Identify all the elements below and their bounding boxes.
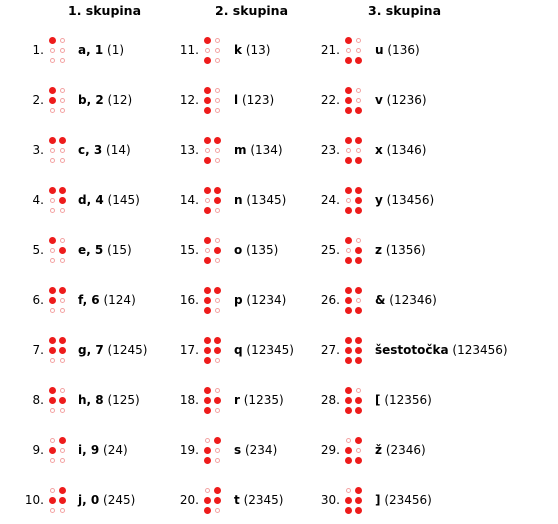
row-number: 24.	[320, 193, 340, 207]
character-name: k	[234, 43, 242, 57]
braille-dot-1-flat	[346, 488, 351, 493]
braille-dot-3-raised	[345, 307, 352, 314]
braille-dot-6-raised	[355, 257, 362, 264]
braille-cell	[345, 136, 365, 164]
braille-dot-4-flat	[356, 238, 361, 243]
dot-code: (13)	[245, 43, 271, 57]
braille-row	[0, 36, 558, 64]
row-number: 26.	[320, 293, 340, 307]
braille-dot-4-raised	[355, 437, 362, 444]
braille-dot-6-raised	[355, 457, 362, 464]
row-number: 2.	[32, 93, 44, 107]
braille-dot-6-raised	[355, 407, 362, 414]
character-name: r	[234, 393, 240, 407]
braille-dot-2-raised	[345, 497, 352, 504]
character-name: l	[234, 93, 239, 107]
dot-code: (1)	[107, 43, 125, 57]
dot-code: (12356)	[384, 393, 432, 407]
braille-dot-3-raised	[345, 157, 352, 164]
character-name: y	[375, 193, 383, 207]
braille-dot-5-raised	[355, 247, 362, 254]
braille-dot-5-raised	[355, 347, 362, 354]
character-name: z	[375, 243, 382, 257]
character-name: šestotočka	[375, 343, 449, 357]
braille-dot-4-raised	[355, 187, 362, 194]
braille-label	[375, 293, 437, 307]
braille-row	[0, 136, 558, 164]
braille-dot-1-raised	[345, 137, 352, 144]
group-header-2: 2. skupina	[215, 3, 289, 18]
braille-cell	[345, 386, 365, 414]
character-name: g, 7	[78, 343, 104, 357]
character-name: [	[375, 393, 381, 407]
braille-dot-1-raised	[345, 187, 352, 194]
character-name: b, 2	[78, 93, 104, 107]
braille-dot-2-flat	[346, 248, 351, 253]
braille-dot-2-flat	[346, 148, 351, 153]
braille-row	[0, 236, 558, 264]
braille-dot-5-raised	[355, 497, 362, 504]
braille-dot-2-raised	[345, 97, 352, 104]
braille-dot-2-flat	[346, 48, 351, 53]
braille-dot-1-raised	[345, 287, 352, 294]
dot-code: (1346)	[386, 143, 427, 157]
braille-dot-4-raised	[355, 337, 362, 344]
row-number: 8.	[32, 393, 44, 407]
braille-label	[375, 93, 427, 107]
character-name: a, 1	[78, 43, 104, 57]
group-header-3: 3. skupina	[368, 3, 442, 18]
braille-dot-3-raised	[345, 357, 352, 364]
character-name: i, 9	[78, 443, 100, 457]
character-name: h, 8	[78, 393, 104, 407]
braille-row	[0, 186, 558, 214]
braille-cell	[345, 186, 365, 214]
braille-label	[375, 393, 432, 407]
braille-dot-2-raised	[345, 347, 352, 354]
braille-cell	[345, 286, 365, 314]
row-number: 23.	[320, 143, 340, 157]
dot-code: (1235)	[243, 393, 284, 407]
braille-cell	[345, 236, 365, 264]
braille-dot-5-raised	[355, 197, 362, 204]
braille-dot-1-raised	[345, 237, 352, 244]
character-name: o	[234, 243, 243, 257]
braille-dot-6-raised	[355, 507, 362, 514]
dot-code: (23456)	[384, 493, 432, 507]
character-name: t	[234, 493, 240, 507]
braille-row	[0, 336, 558, 364]
dot-code: (245)	[103, 493, 136, 507]
braille-dot-4-raised	[355, 487, 362, 494]
braille-dot-2-raised	[345, 447, 352, 454]
group-header-1: 1. skupina	[68, 3, 142, 18]
braille-cell	[345, 336, 365, 364]
dot-code: (124)	[103, 293, 136, 307]
dot-code: (12345)	[246, 343, 294, 357]
braille-dot-4-flat	[356, 388, 361, 393]
row-number: 14.	[179, 193, 199, 207]
character-name: v	[375, 93, 383, 107]
row-number: 27.	[320, 343, 340, 357]
braille-dot-1-raised	[345, 337, 352, 344]
dot-code: (24)	[103, 443, 128, 457]
braille-dot-2-flat	[346, 198, 351, 203]
braille-dot-4-flat	[356, 88, 361, 93]
row-number: 10.	[24, 493, 44, 507]
dot-code: (136)	[387, 43, 420, 57]
dot-code: (1234)	[246, 293, 287, 307]
braille-dot-1-raised	[345, 37, 352, 44]
braille-dot-2-raised	[345, 297, 352, 304]
braille-label	[375, 343, 508, 357]
braille-dot-3-raised	[345, 107, 352, 114]
dot-code: (2345)	[243, 493, 284, 507]
dot-code: (123456)	[452, 343, 508, 357]
braille-dot-5-flat	[356, 148, 361, 153]
braille-row	[0, 386, 558, 414]
braille-dot-5-flat	[356, 98, 361, 103]
row-number: 15.	[179, 243, 199, 257]
row-number: 21.	[320, 43, 340, 57]
dot-code: (134)	[250, 143, 283, 157]
braille-cell	[345, 486, 365, 514]
character-name: ž	[375, 443, 382, 457]
braille-dot-4-raised	[355, 137, 362, 144]
braille-row	[0, 286, 558, 314]
character-name: p	[234, 293, 243, 307]
braille-dot-6-raised	[355, 357, 362, 364]
braille-dot-3-raised	[345, 257, 352, 264]
braille-dot-3-raised	[345, 57, 352, 64]
braille-label	[375, 493, 432, 507]
character-name: m	[234, 143, 247, 157]
row-number: 16.	[179, 293, 199, 307]
braille-cell	[345, 86, 365, 114]
dot-code: (14)	[106, 143, 131, 157]
row-number: 28.	[320, 393, 340, 407]
braille-dot-5-raised	[355, 397, 362, 404]
braille-label	[375, 43, 420, 57]
braille-dot-5-flat	[356, 298, 361, 303]
dot-code: (15)	[107, 243, 132, 257]
dot-code: (123)	[241, 93, 275, 107]
braille-dot-6-raised	[355, 107, 362, 114]
row-number: 30.	[320, 493, 340, 507]
character-name: &	[375, 293, 386, 307]
braille-label	[375, 443, 426, 457]
character-name: n	[234, 193, 243, 207]
row-number: 13.	[179, 143, 199, 157]
braille-dot-1-raised	[345, 387, 352, 394]
row-number: 6.	[32, 293, 44, 307]
character-name: u	[375, 43, 384, 57]
row-number: 9.	[32, 443, 44, 457]
row-number: 4.	[32, 193, 44, 207]
braille-label	[375, 143, 426, 157]
row-number: 18.	[179, 393, 199, 407]
row-number: 12.	[179, 93, 199, 107]
braille-dot-3-raised	[345, 507, 352, 514]
braille-row	[0, 486, 558, 514]
dot-code: (12346)	[389, 293, 437, 307]
braille-row	[0, 436, 558, 464]
character-name: x	[375, 143, 383, 157]
character-name: d, 4	[78, 193, 104, 207]
dot-code: (1245)	[107, 343, 148, 357]
braille-dot-3-raised	[345, 207, 352, 214]
character-name: e, 5	[78, 243, 104, 257]
braille-label	[375, 193, 434, 207]
dot-code: (2346)	[385, 443, 426, 457]
row-number: 19.	[179, 443, 199, 457]
braille-dot-6-raised	[355, 57, 362, 64]
character-name: c, 3	[78, 143, 103, 157]
row-number: 11.	[179, 43, 199, 57]
braille-dot-2-raised	[345, 397, 352, 404]
braille-dot-5-flat	[356, 448, 361, 453]
character-name: j, 0	[78, 493, 100, 507]
braille-dot-1-raised	[345, 87, 352, 94]
row-number: 17.	[179, 343, 199, 357]
braille-dot-4-raised	[355, 287, 362, 294]
braille-dot-6-raised	[355, 307, 362, 314]
character-name: f, 6	[78, 293, 100, 307]
dot-code: (1236)	[386, 93, 427, 107]
braille-label	[375, 243, 426, 257]
row-number: 22.	[320, 93, 340, 107]
braille-cell	[345, 436, 365, 464]
row-number: 20.	[179, 493, 199, 507]
character-name: q	[234, 343, 243, 357]
row-number: 1.	[32, 43, 44, 57]
row-number: 25.	[320, 243, 340, 257]
dot-code: (234)	[244, 443, 278, 457]
braille-dot-3-raised	[345, 407, 352, 414]
braille-dot-5-flat	[356, 48, 361, 53]
dot-code: (135)	[246, 243, 279, 257]
braille-row	[0, 86, 558, 114]
character-name: s	[234, 443, 242, 457]
braille-dot-3-raised	[345, 457, 352, 464]
braille-dot-1-flat	[346, 438, 351, 443]
row-number: 5.	[32, 243, 44, 257]
row-number: 3.	[32, 143, 44, 157]
dot-code: (1356)	[385, 243, 426, 257]
braille-dot-6-raised	[355, 207, 362, 214]
row-number: 29.	[320, 443, 340, 457]
braille-cell	[345, 36, 365, 64]
dot-code: (1345)	[246, 193, 287, 207]
braille-dot-6-raised	[355, 157, 362, 164]
row-number: 7.	[32, 343, 44, 357]
dot-code: (125)	[107, 393, 140, 407]
dot-code: (12)	[107, 93, 133, 107]
braille-dot-4-flat	[356, 38, 361, 43]
dot-code: (145)	[107, 193, 140, 207]
dot-code: (13456)	[386, 193, 435, 207]
character-name: ]	[375, 493, 381, 507]
